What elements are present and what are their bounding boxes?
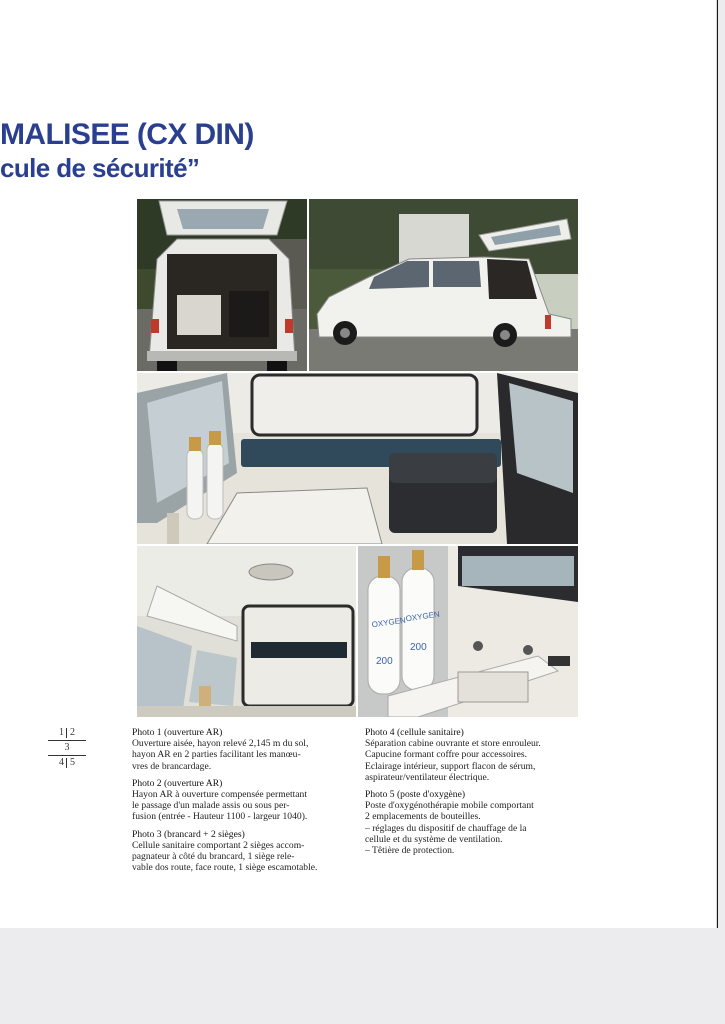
- caption-line: Capucine formant coffre pour accessoires.: [365, 749, 528, 761]
- caption-heading: Photo 4 (cellule sanitaire): [365, 727, 464, 738]
- photo-3-stretcher-seats: [137, 373, 578, 544]
- caption-photo-5: [365, 789, 583, 856]
- bottle-number-right: 200: [410, 642, 427, 653]
- caption-line: le passage d'un malade assis ou sous per-: [132, 800, 290, 812]
- caption-line: Cellule sanitaire comportant 2 sièges accom-: [132, 839, 305, 851]
- caption-heading: Photo 2 (ouverture AR): [132, 777, 223, 789]
- caption-photo-2: [132, 778, 350, 823]
- legend-3: 3: [64, 742, 70, 753]
- page-title: MALISEE (CX DIN): [0, 118, 254, 151]
- caption-photo-1: [132, 727, 350, 772]
- caption-line: pagnateur à côté du brancard, 1 siège rele-: [132, 851, 295, 863]
- caption-line: Hayon AR à ouverture compensée permettant: [132, 789, 308, 801]
- legend-2: 2: [70, 727, 75, 738]
- caption-line: Ouverture aisée, hayon relevé 2,145 m du sol,: [132, 738, 309, 750]
- caption-heading: Photo 5 (poste d'oxygène): [365, 789, 466, 801]
- caption-line: Séparation cabine ouvrante et store enrouleur.: [365, 738, 541, 750]
- caption-heading: Photo 3 (brancard + 2 sièges): [132, 828, 245, 840]
- caption-heading: Photo 1 (ouverture AR): [132, 727, 223, 738]
- bottle-number-left: 200: [376, 656, 393, 667]
- caption-line: vable dos route, face route, 1 siège escamotable.: [132, 862, 318, 874]
- photo-2-side-view: [309, 199, 578, 371]
- page-subtitle: cule de sécurité”: [0, 153, 200, 183]
- photo-layout-legend: [48, 727, 86, 769]
- caption-line: aspirateur/ventilateur électrique.: [365, 771, 490, 783]
- caption-line: – Têtière de protection.: [365, 845, 455, 857]
- bottle-label-right: OXYGEN: [405, 609, 441, 624]
- caption-photo-4: [365, 727, 583, 783]
- legend-5: 5: [70, 757, 75, 768]
- captions-left-column: [132, 727, 350, 879]
- caption-line: – réglages du dispositif de chauffage de la: [365, 822, 527, 834]
- photo-1-rear-opening: [137, 199, 307, 371]
- legend-4: 4: [59, 757, 64, 768]
- caption-line: hayon AR en 2 parties facilitant les manœu-: [132, 749, 301, 761]
- photo-5-oxygen-station: [358, 546, 578, 717]
- caption-line: 2 emplacements de bouteilles.: [365, 811, 481, 823]
- bottle-label-left: OXYGEN: [371, 615, 407, 630]
- caption-line: Poste d'oxygénothérapie mobile comportant: [365, 800, 534, 812]
- captions-right-column: [365, 727, 583, 862]
- caption-photo-3: [132, 829, 350, 874]
- caption-line: fusion (entrée - Hauteur 1100 - largeur 1040).: [132, 811, 308, 823]
- photo-4-sanitary-cell: [137, 546, 356, 717]
- caption-line: Eclairage intérieur, support flacon de sérum,: [365, 760, 536, 772]
- caption-line: cellule et du système de ventilation.: [365, 833, 503, 845]
- caption-line: vres de brancardage.: [132, 760, 212, 772]
- legend-1: 1: [59, 727, 64, 738]
